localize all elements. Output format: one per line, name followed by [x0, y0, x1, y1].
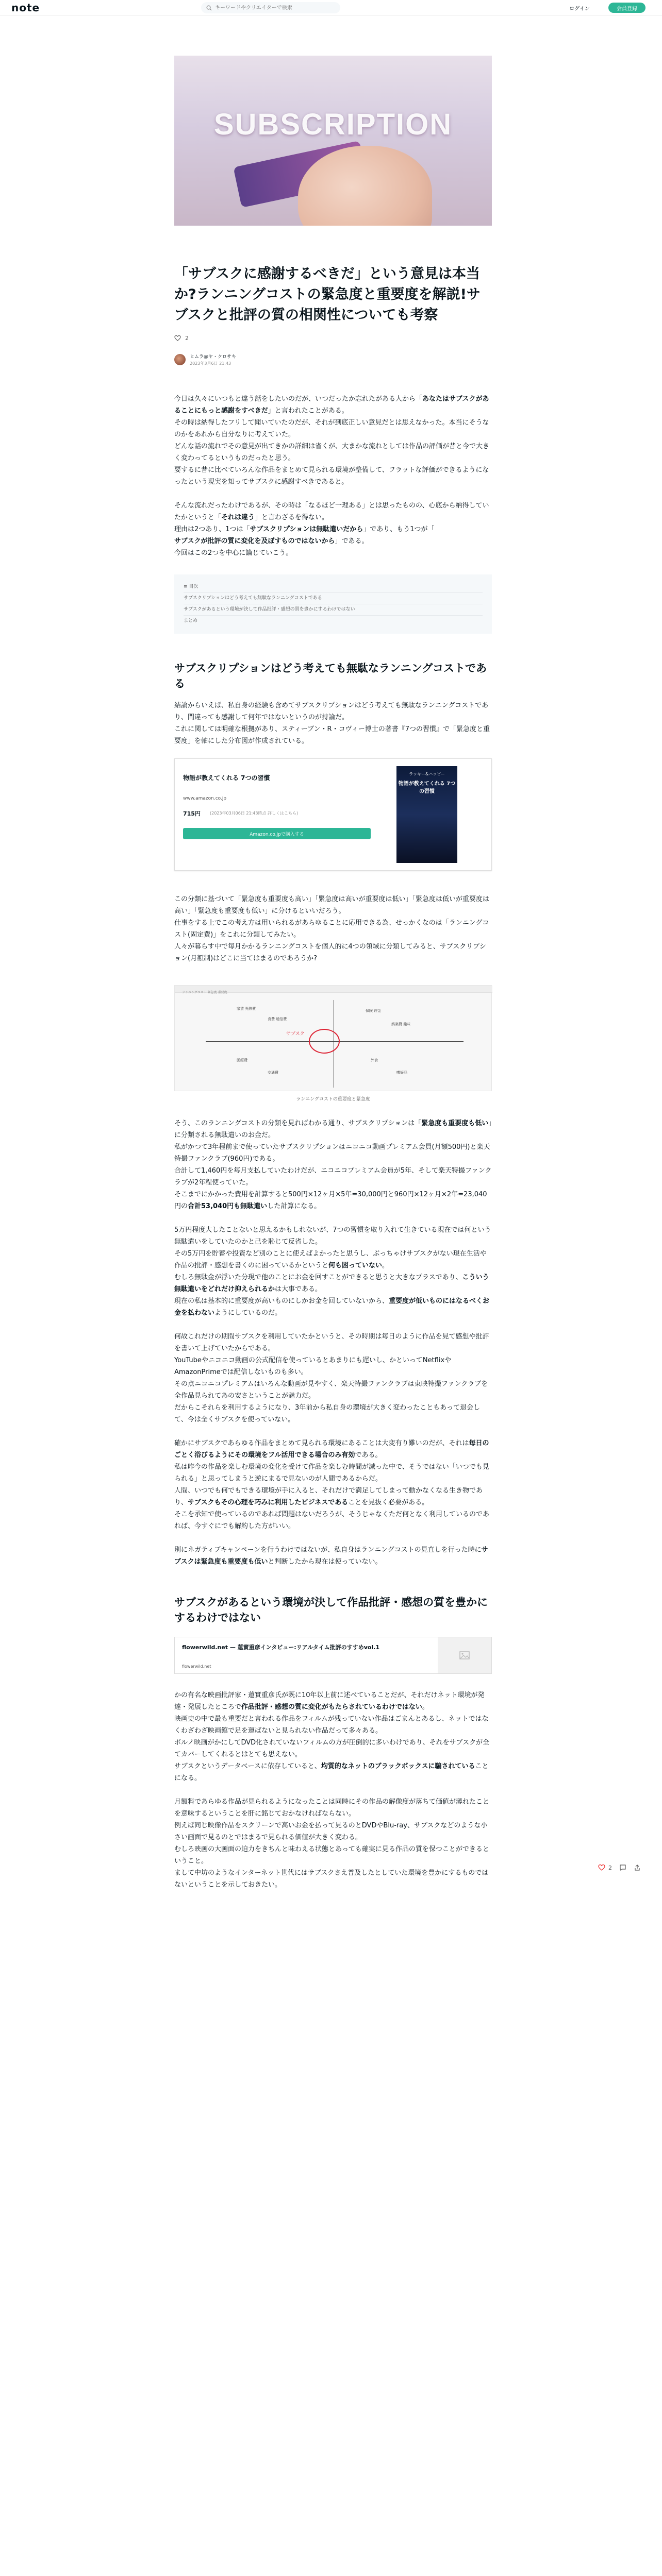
body-line: [174, 1224, 492, 1248]
text-span: YouTubeやニコニコ動画の公式配信を使っているとあまりにも遅いし、かといってNetflixやAmazonPrimeでは配信しないものも多い。: [174, 1357, 452, 1376]
text-span: その5万円を貯蓄や投資など別のことに使えばよかったと思うし、ぶっちゃけサブスクがない現在生活や作品の批評・感想を書くのに困っているかというと: [174, 1250, 487, 1269]
text-span: 私がかつて3年程前まで使っていたサブスクリプションはニコニコ動画プレミアム会員(月額500円)と楽天特撮ファンクラブ(960円)である。: [174, 1143, 490, 1163]
text-span: は大事である。: [275, 1285, 322, 1293]
text-span: である。: [355, 1451, 382, 1459]
paragraph-group: [174, 1544, 492, 1568]
emphasis-text: 均質的なネットのブラックボックスに騙されている: [321, 1762, 475, 1770]
text-span: その時は納得したフリして聞いていたのだが、それが到底正しい意見だとは思えなかった。本当にそうなのかをあれから自分なりに考えていた。: [174, 419, 489, 438]
emphasis-text: サブスクリプションは無駄遣いだから: [250, 526, 363, 533]
paragraph-group: [174, 1689, 492, 1784]
body-line: [174, 1796, 492, 1820]
book-price: 715円: [183, 810, 201, 817]
table-of-contents: [174, 574, 492, 634]
like-count-row[interactable]: [174, 335, 492, 342]
text-span: 。: [382, 1262, 389, 1269]
note-logo[interactable]: note: [11, 2, 40, 14]
diagram-toolbar: ランニングコスト 緊急度 重要度: [175, 986, 492, 993]
text-span: した計算になる。: [267, 1202, 321, 1210]
text-span: その点ニコニコプレミアムはいろんな動画が見やすく、楽天特撮ファンクラブは東映特撮ファンクラブを全作品見られてあの安さということが魅力だ。: [174, 1380, 488, 1400]
embedded-link-card[interactable]: [174, 1637, 492, 1674]
body-line: [174, 1485, 492, 1509]
body-line: [174, 917, 492, 941]
paragraph-group: [174, 1224, 492, 1319]
amazon-buy-button[interactable]: Amazon.co.jpで購入する: [183, 828, 371, 839]
body-line: [174, 1509, 492, 1532]
body-line: [174, 393, 492, 417]
text-span: 別にネガティブキャンペーンを行うわけではないが、私自身はランニングコストの見直しを行った時に: [174, 1546, 482, 1554]
text-span: むしろ映画の大画面の迫力をきちんと味わえる状態とあっても確実に見る作品の質を保つことができるということ。: [174, 1845, 489, 1865]
quadrant-label: 医療費: [237, 1058, 247, 1062]
link-site: flowerwild.net: [182, 1664, 211, 1669]
body-line: [174, 440, 492, 464]
article: [174, 56, 492, 1891]
text-span: 今日は久々にいつもと違う話をしたいのだが、いつだったか忘れたがある人から「: [174, 395, 423, 403]
body-line: [174, 1437, 492, 1461]
text-span: と判断したから現在は使っていない。: [268, 1558, 382, 1566]
emphasis-text: それは違う: [221, 514, 255, 521]
body-line: [174, 1820, 492, 1843]
like-count: 2: [185, 335, 189, 342]
text-span: これに関しては明確な根拠があり、スティーブン・R・コヴィー博士の著書『7つの習慣』で「緊急度と重要度」を軸にした分布図が作成されている。: [174, 725, 490, 745]
text-span: 月額料であらゆる作品が見られるようになったことは同時にその作品の解像度が落ちて価値が薄れたことを意味するということを肝に銘じておかなければならない。: [174, 1798, 489, 1818]
hero-text: SUBSCRIPTION: [213, 108, 453, 141]
emphasis-text: 重要度が低いものにはなるべくお金を払わない: [174, 1297, 490, 1317]
text-span: そんな流れだったわけであるが、その時は「なるほど一理ある」とは思ったものの、心底から納得していたかというと「: [174, 502, 489, 521]
paragraph-group: [174, 500, 492, 559]
section-heading: サブスクがあるという環境が決して作品批評・感想の質を豊かにするわけではない: [174, 1596, 488, 1624]
list-icon: ≡: [184, 584, 189, 589]
text-span: 」に分類される無駄遣いのお金だ。: [174, 1120, 492, 1139]
search-icon: [206, 5, 212, 11]
body-line: [174, 1295, 492, 1319]
body-line: [174, 1165, 492, 1189]
text-span: 今回はこの2つを中心に論じていこう。: [174, 549, 293, 557]
quadrant-label: 食費 通信費: [268, 1017, 287, 1021]
body-line: [174, 500, 492, 523]
section-heading: サブスクリプションはどう考えても無駄なランニングコストである: [174, 662, 487, 690]
highlight-label: サブスク: [286, 1031, 305, 1037]
text-span: 確かにサブスクであらゆる作品をまとめて見られる環境にあることは大変有り難いのだが、それは: [174, 1439, 469, 1447]
text-span: かの有名な映画批評家・蓮實重彦氏が既に10年以上前に述べていることだが、それだけネット環境が発達・発展したところで: [174, 1691, 485, 1711]
book-site: www.amazon.co.jp: [183, 796, 227, 801]
image-placeholder-icon: [459, 1651, 470, 1659]
text-span: ボルノ映画がかにしてDVD化されていないフィルムの方が圧倒的に多いわけであり、それをサブスクが全てカバーしてくれるとはとても思えない。: [174, 1739, 490, 1758]
emphasis-text: 何も困っていない: [328, 1262, 383, 1269]
intro-section: [174, 393, 492, 559]
body-line: [174, 1272, 492, 1295]
text-span: 」と言わざるを得ない。: [255, 514, 329, 521]
emphasis-text: こういう無駄遣いをどれだけ抑えられるか: [174, 1274, 489, 1293]
body-line: [174, 723, 492, 747]
body-line: [174, 1760, 492, 1784]
emphasis-text: あなたはサブスクがあることにもっと感謝をすべきだ: [174, 395, 489, 415]
text-span: 要するに昔に比べていろんな作品をまとめて見られる環境が整備して、フラットな評価ができるようになったという現実を知ってサブスクに感謝すべきであると。: [174, 466, 489, 486]
paragraph-group: [174, 700, 492, 747]
toc-item[interactable]: まとめ: [184, 618, 198, 623]
emphasis-text: 作品批評・感想の質に変化がもたらされているわけではない: [241, 1703, 422, 1711]
text-span: 。: [422, 1703, 429, 1711]
search-box[interactable]: [201, 2, 340, 13]
body-line: [174, 547, 492, 559]
article-title: 「サブスクに感謝するべきだ」という意見は本当か?ランニングコストの緊急度と重要度を解説!サブスクと批評の質の相関性についても考察: [174, 266, 481, 323]
paragraph-group: [174, 1796, 492, 1891]
side-like-count: 2: [608, 1864, 612, 1871]
body-line: [174, 1189, 492, 1212]
link-thumbnail[interactable]: [438, 1637, 491, 1673]
body-line: [174, 700, 492, 723]
text-span: 5万円程度大したことないと思えるかもしれないが、7つの習慣を取り入れて生きている現在では何という無駄遣いをしていたのかと己を恥じて反省した。: [174, 1226, 491, 1246]
body-line: [174, 417, 492, 440]
paragraph-group: [174, 1437, 492, 1532]
body-line: [174, 1331, 492, 1354]
link-title[interactable]: flowerwild.net — 蓮實重彦インタビュー:リアルタイム批評のすすめvol.1: [182, 1644, 380, 1651]
paragraph-group: [174, 1331, 492, 1426]
emphasis-text: サブスクもその心理を巧みに利用したビジネスである: [188, 1499, 349, 1506]
emphasis-text: サブスクは緊急度も重要度も低い: [174, 1546, 488, 1566]
like-heart-icon[interactable]: [598, 1864, 605, 1871]
text-span: 合計して1,460円を毎月支払していたわけだが、ニコニコプレミアム会員が5年、そして楽天特撮ファンクラブが2年程使っていた。: [174, 1167, 492, 1187]
text-span: この分類に基づいて「緊急度も重要度も高い」「緊急度は高いが重要度は低い」「緊急度は低いが重要度は高い」「緊急度も重要度も低い」に分けるといいだろう。: [174, 895, 490, 915]
text-span: 人々が暮らす中で毎月かかるランニングコストを個人的に4つの領域に分類してみると、サブスクリプション(月額制)はどこに当てはまるのであろうか?: [174, 943, 486, 962]
text-span: 何故これだけの期間サブスクを利用していたかというと、その時期は毎日のように作品を見て感想や批評を書いて上げていたからである。: [174, 1333, 489, 1352]
text-span: 」であり、もう1つが「: [363, 526, 435, 533]
paragraph-group: [174, 1117, 492, 1212]
paragraph-group: [174, 393, 492, 488]
body-line: [174, 1843, 492, 1867]
text-span: どんな話の流れでその意見が出てきかの詳細は省くが、大まかな流れとしては作品の評価が昔と今で大きく変わってるというものだったと思う。: [174, 443, 490, 462]
emphasis-text: 緊急度も重要度も低い: [421, 1120, 489, 1127]
cost-quadrant-diagram: [174, 985, 492, 1091]
author-block[interactable]: [174, 353, 492, 366]
text-span: 仕事をする上でこの考え方は用いられるがあらゆることに応用できる為、せっかくなのは「ランニングコスト(固定費)」をこれに分類してみたい。: [174, 919, 489, 939]
quadrant-label: 娯楽費 趣味: [391, 1022, 411, 1026]
body-line: [174, 1867, 492, 1891]
author-avatar[interactable]: [174, 354, 186, 365]
text-span: 例えば同じ映像作品をスクリーンで高いお金を払って見るのとDVDやBlu-ray、サブスクなどのような小さい画面で見るのとではまるで見られる価値が大きく変わる。: [174, 1822, 488, 1841]
amazon-book-card[interactable]: [174, 758, 492, 871]
search-input[interactable]: [215, 5, 334, 11]
price-timestamp: (2023年03月06日 21:43時点 詳しくはこちら): [210, 811, 299, 816]
body-line: [174, 464, 492, 488]
text-span: そこを承知で使っているのであれば問題はないだろうが、そうじゃなくただ何となく利用しているのであれば、今すぐにでも解約した方がいい。: [174, 1511, 490, 1530]
body-line: [174, 1378, 492, 1402]
toc-item[interactable]: サブスクリプションはどう考えても無駄なランニングコストである: [184, 593, 483, 604]
text-span: サブスクというデータベースに依存していると、: [174, 1762, 321, 1770]
text-span: ことになる。: [174, 1762, 489, 1782]
body-line: [174, 1248, 492, 1272]
login-button[interactable]: ログイン: [567, 3, 592, 13]
text-span: 私は昨今の作品を楽しむ環境の変化を受けて作品を楽しむ時間が減った中で、そうではない「いつでも見られる」と思ってしまうと逆にまるで見ないのが人間であるからだ。: [174, 1463, 489, 1483]
hero-image: [174, 56, 492, 226]
text-span: 」と言われたことがある。: [268, 407, 349, 415]
text-span: ようにしているのだ。: [214, 1309, 282, 1317]
body-line: [174, 1713, 492, 1737]
highlight-circle: [309, 1029, 340, 1054]
body-line: [174, 535, 492, 547]
share-icon[interactable]: [634, 1864, 641, 1871]
book-cover[interactable]: ラッキー&ハッピー 物語が教えてくれる 7つの習慣: [396, 766, 457, 863]
emphasis-text: 毎日のごとく浴びるようにその環境をフル活用できる場合のみ有効: [174, 1439, 489, 1459]
text-span: ことを見抜く必要がある。: [348, 1499, 429, 1506]
text-span: 人間、いつでも何でもできる環境が手に入ると、それだけで満足してしまって動かなくなる生き物であり、: [174, 1487, 483, 1506]
text-span: 結論からいえば、私自身の経験も含めてサブスクリプションはどう考えても無駄なランニングコストであり、間違っても感謝して何年ではないというのが持論だ。: [174, 702, 489, 721]
text-span: 」である。: [335, 537, 369, 545]
author-name[interactable]: ヒムラ@ヤ・クロサキ: [190, 354, 237, 360]
body-line: [174, 1737, 492, 1760]
body-line: [174, 1544, 492, 1568]
quadrant-label: 嗜好品: [396, 1071, 407, 1075]
toc-label[interactable]: ≡ 目次: [184, 582, 483, 593]
quadrant-label: 外食: [371, 1058, 378, 1062]
diagram-caption: ランニングコストの重要度と緊急度: [296, 1097, 370, 1102]
body-line: [174, 1354, 492, 1378]
floating-actions: [598, 1864, 644, 1871]
body-line: [174, 941, 492, 964]
body-line: [174, 1461, 492, 1485]
text-span: 映画史の中で最も重要だと言われる作品をフィルムが残っていない作品はごまんとあるし、ネットではなくわざわざ映画館で足を運ばないと見られない作品だって多々ある。: [174, 1715, 489, 1735]
signup-button[interactable]: 会員登録: [608, 3, 646, 13]
body-line: [174, 523, 492, 535]
body-line: [174, 1117, 492, 1141]
text-span: だからこそれらを利用するようになり、3年前から私自身の環境が大きく変わったこともあって退会して、今は全くサブスクを使っていない。: [174, 1404, 481, 1423]
text-span: むしろ無駄金が浮いた分現で他のことにお金を回すことができると思うと大きなプラスであり、: [174, 1274, 462, 1281]
emphasis-text: サブスクが批評の質に変化を及ぼすものではないから: [174, 537, 335, 545]
emphasis-text: 合計53,040円も無駄遣い: [188, 1202, 268, 1210]
comment-icon[interactable]: [619, 1864, 626, 1871]
quadrant-label: 保険 貯金: [366, 1009, 382, 1013]
text-span: 理由は2つあり、1つは「: [174, 526, 250, 533]
text-span: 現在の私は基本的に重要度が高いものにしかお金を回していないから、: [174, 1297, 389, 1305]
book-title[interactable]: 物語が教えてくれる 7つの習慣: [183, 774, 270, 782]
text-span: そう、このランニングコストの分類を見ればわかる通り、サブスクリプションは「: [174, 1120, 422, 1127]
toc-item[interactable]: サブスクがあるという環境が決して作品批評・感想の質を豊かにするわけではない: [184, 604, 483, 616]
heart-icon[interactable]: [174, 335, 181, 342]
body-line: [174, 1402, 492, 1426]
quadrant-label: 交通費: [268, 1071, 278, 1075]
text-span: そこまでにかかった費用を計算すると500円×12ヶ月×5年=30,000円と960円×12ヶ月×2年=23,040円の: [174, 1191, 487, 1210]
body-line: [174, 893, 492, 917]
body-line: [174, 1689, 492, 1713]
body-line: [174, 1141, 492, 1165]
top-navigation-bar: [0, 0, 662, 15]
paragraph-group: [174, 893, 492, 964]
publish-date: 2023年3月6日 21:43: [190, 361, 231, 366]
text-span: まして中坊のようなインターネット世代にはサブスクさえ普及したとしていた環境を豊かにするものではないということを示しておきたい。: [174, 1869, 489, 1889]
quadrant-label: 家賃 光熱費: [237, 1007, 256, 1011]
